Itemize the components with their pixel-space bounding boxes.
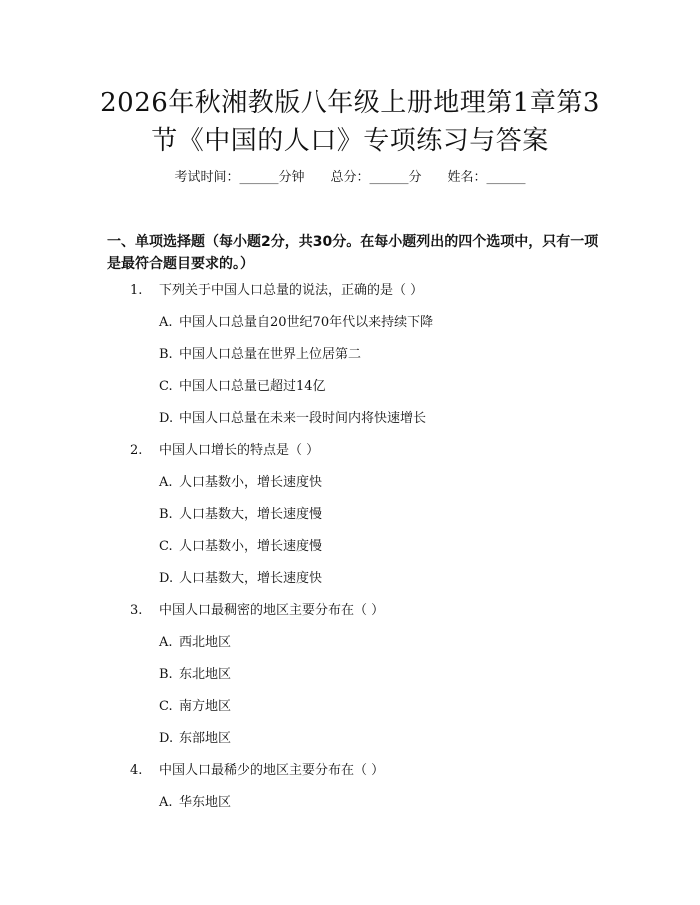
option-letter: A. [159, 475, 173, 490]
option-letter: A. [159, 795, 173, 810]
question-text: 中国人口最稠密的地区主要分布在（ ） [159, 603, 385, 618]
question-3-option-d [159, 730, 231, 748]
option-text: 人口基数大，增长速度快 [179, 571, 323, 586]
option-letter: B. [159, 507, 173, 522]
question-1 [130, 282, 423, 300]
option-text: 西北地区 [179, 635, 232, 650]
option-letter: C. [159, 539, 173, 554]
question-text: 下列关于中国人口总量的说法，正确的是（ ） [159, 283, 424, 298]
question-2-option-a [159, 474, 322, 492]
exam-time: 考试时间：______分钟 [174, 170, 305, 185]
question-2-option-d [159, 570, 322, 588]
option-text: 南方地区 [179, 699, 232, 714]
option-text: 人口基数小，增长速度慢 [179, 539, 323, 554]
option-text: 华东地区 [179, 795, 232, 810]
option-letter: D. [159, 731, 174, 746]
question-4-option-a [159, 794, 231, 812]
section-heading-line-2: 是最符合题目要求的。） [107, 256, 254, 272]
question-number: 3. [130, 603, 143, 618]
question-2 [130, 442, 319, 460]
question-1-option-d [159, 410, 426, 428]
option-text: 中国人口总量自20世纪70年代以来持续下降 [179, 315, 434, 330]
student-name: 姓名：______ [447, 170, 526, 185]
question-2-option-b [159, 506, 322, 524]
question-2-option-c [159, 538, 322, 556]
option-letter: D. [159, 411, 174, 426]
total-score: 总分：______分 [330, 170, 422, 185]
question-3 [130, 602, 384, 620]
question-3-option-c [159, 698, 231, 716]
question-number: 2. [130, 443, 143, 458]
option-letter: C. [159, 379, 173, 394]
question-number: 4. [130, 763, 143, 778]
option-text: 人口基数大，增长速度慢 [179, 507, 323, 522]
exam-meta [0, 169, 700, 187]
option-text: 中国人口总量在未来一段时间内将快速增长 [179, 411, 427, 426]
option-letter: B. [159, 667, 173, 682]
document-title [50, 84, 650, 160]
option-letter: A. [159, 635, 173, 650]
option-letter: A. [159, 315, 173, 330]
section-heading-line-1: 一、单项选择题（每小题2分，共30分。在每小题列出的四个选项中，只有一项 [107, 234, 599, 250]
title-line-1: 2026年秋湘教版八年级上册地理第1章第3 [100, 88, 600, 118]
question-1-option-a [159, 314, 433, 332]
title-line-2: 节《中国的人口》专项练习与答案 [151, 126, 549, 156]
question-3-option-a [159, 634, 231, 652]
option-text: 中国人口总量在世界上位居第二 [179, 347, 362, 362]
question-number: 1. [130, 283, 143, 298]
option-text: 东部地区 [179, 731, 232, 746]
option-letter: C. [159, 699, 173, 714]
question-3-option-b [159, 666, 231, 684]
question-1-option-b [159, 346, 361, 364]
option-text: 东北地区 [179, 667, 232, 682]
option-letter: B. [159, 347, 173, 362]
section-heading [107, 231, 607, 275]
option-text: 中国人口总量已超过14亿 [179, 379, 326, 394]
question-4 [130, 762, 384, 780]
question-text: 中国人口增长的特点是（ ） [159, 443, 320, 458]
question-1-option-c [159, 378, 326, 396]
question-text: 中国人口最稀少的地区主要分布在（ ） [159, 763, 385, 778]
option-text: 人口基数小，增长速度快 [179, 475, 323, 490]
option-letter: D. [159, 571, 174, 586]
